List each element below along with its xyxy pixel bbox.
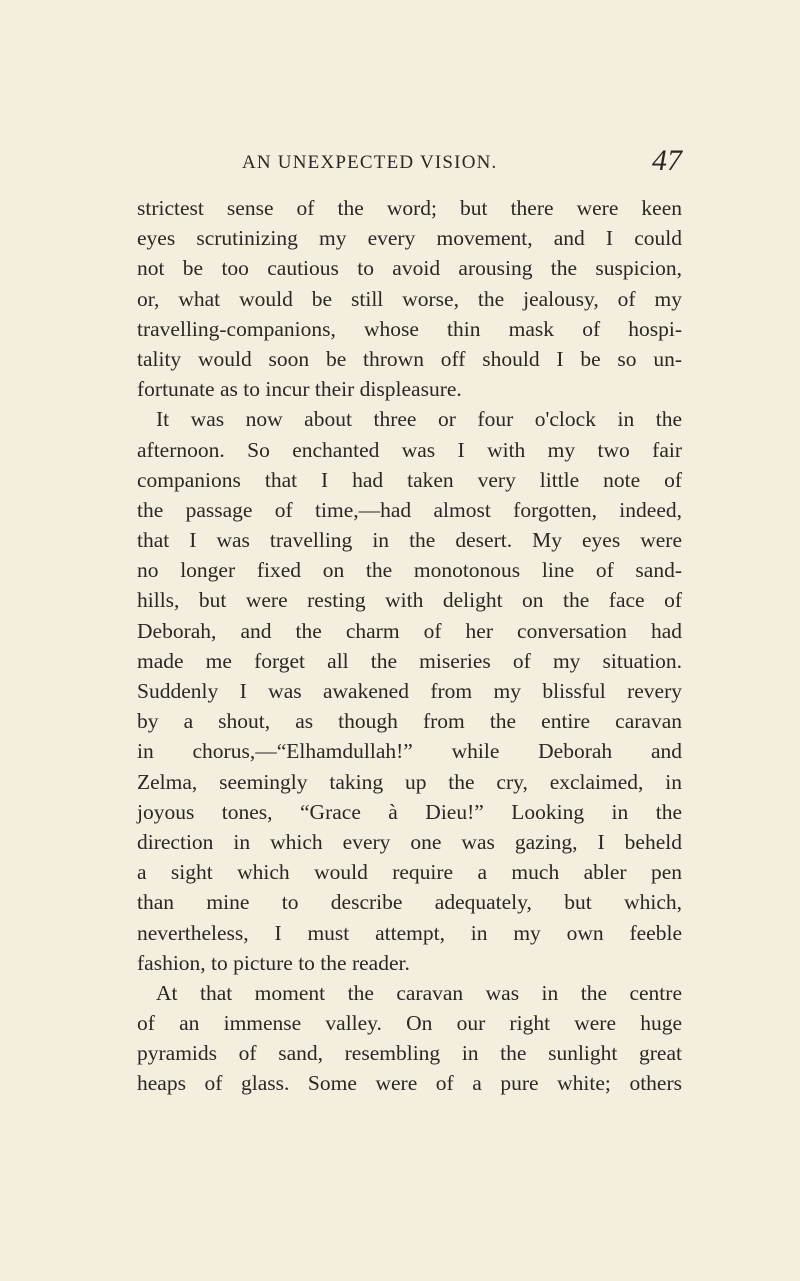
text-line: hills, but were resting with delight on the face of <box>137 588 682 613</box>
text-line: joyous tones, “Grace à Dieu!” Looking in the <box>137 799 682 824</box>
text-line: or, what would be still worse, the jealousy, of my <box>137 286 682 311</box>
text-line: Zelma, seemingly taking up the cry, exclaimed, in <box>137 769 682 794</box>
text-line: the passage of time,—had almost forgotten, indeed, <box>137 497 682 522</box>
text-line: a sight which would require a much abler pen <box>137 860 682 885</box>
text-line: direction in which every one was gazing, I beheld <box>137 829 682 854</box>
text-line: than mine to describe adequately, but which, <box>137 890 682 915</box>
text-line: made me forget all the miseries of my situation. <box>137 648 682 673</box>
text-line: in chorus,—“Elhamdullah!” while Deborah and <box>137 739 682 764</box>
text-line: that I was travelling in the desert. My eyes were <box>137 528 682 553</box>
text-line: strictest sense of the word; but there were keen <box>137 196 682 220</box>
page-number: 47 <box>652 144 682 177</box>
text-line: by a shout, as though from the entire caravan <box>137 709 682 734</box>
text-line: companions that I had taken very little note of <box>137 467 682 492</box>
text-line: pyramids of sand, resembling in the sunlight great <box>137 1041 682 1066</box>
text-line: of an immense valley. On our right were huge <box>137 1011 682 1036</box>
paragraph-start-line: It was now about three or four o'clock in the <box>156 407 682 432</box>
running-head <box>242 144 682 178</box>
text-line: Suddenly I was awakened from my blissful revery <box>137 679 682 703</box>
text-line: no longer fixed on the monotonous line of sand- <box>137 558 682 583</box>
text-line: afternoon. So enchanted was I with my two fair <box>137 437 682 462</box>
text-line: fashion, to picture to the reader. <box>137 950 410 975</box>
text-line: travelling-companions, whose thin mask of hospi- <box>137 316 682 341</box>
text-line: eyes scrutinizing my every movement, and I could <box>137 226 682 251</box>
text-line: heaps of glass. Some were of a pure white; others <box>137 1071 682 1096</box>
text-line: nevertheless, I must attempt, in my own feeble <box>137 920 682 945</box>
paragraph-start-line: At that moment the caravan was in the centre <box>156 980 682 1005</box>
text-line: Deborah, and the charm of her conversation had <box>137 618 682 643</box>
text-line: fortunate as to incur their displeasure. <box>137 377 462 402</box>
text-line: not be too cautious to avoid arousing the suspicion, <box>137 256 682 281</box>
running-title: AN UNEXPECTED VISION. <box>242 152 498 173</box>
text-line: tality would soon be thrown off should I be so un- <box>137 346 682 371</box>
body-text <box>137 193 682 1099</box>
